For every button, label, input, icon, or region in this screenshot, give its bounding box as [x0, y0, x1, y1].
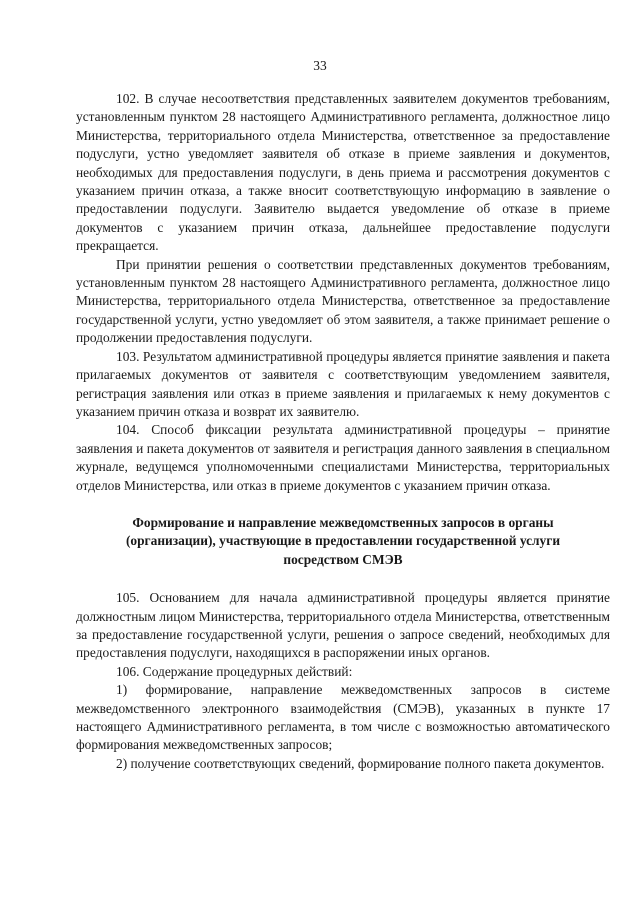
paragraph-106-item-2: 2) получение соответствующих сведений, формирование полного пакета документов.: [116, 755, 605, 771]
paragraph-106-item-1: 1) формирование, направление межведомственных запросов в системе межведомственного электронного взаимодействия (СМЭВ), указанных в пункте 17 настоящего Административного регламента, в том числе с возможностью автоматического формирования межведомственных запросов;: [76, 682, 610, 753]
section-heading: [76, 514, 610, 569]
document-body: [76, 90, 610, 773]
paragraph-106: 106. Содержание процедурных действий:: [116, 663, 353, 679]
paragraph-105: 105. Основанием для начала административной процедуры является принятие должностным лицом Министерства, территориального отдела Министерства, ответственным за предоставление государственной услуги, решения о запросе сведений, необходимых для предоставления подуслуги, находящихся в распоряжении иных органов.: [76, 590, 610, 661]
section-heading-line-3: посредством СМЭВ: [283, 551, 403, 567]
paragraph-102: 102. В случае несоответствия представленных заявителем документов требованиям, установленным пунктом 28 настоящего Административного регламента, должностное лицо Министерства, территориального отдела Министерства, ответственное за предоставление подуслуги, устно уведомляет заявителя об отказе в приеме заявления и документов, необходимых для предоставления подуслуги, в день приема и рассмотрения документов с указанием причин отказа, а также вносит соответствующую информацию в заявление о предоставлении подуслуги. Заявителю выдается уведомление об отказе в приеме документов с указанием причин отказа, дальнейшее предоставление подуслуги прекращается.: [76, 91, 610, 254]
paragraph-103: 103. Результатом административной процедуры является принятие заявления и пакета прилагаемых документов от заявителя с соответствующим уведомлением заявителя, регистрация заявления или отказ в приеме заявления и прилагаемых к нему документов с указанием причин отказа и возврат их заявителю.: [76, 348, 610, 419]
section-heading-line-1: Формирование и направление межведомственных запросов в органы: [132, 514, 554, 530]
section-heading-line-2: (организации), участвующие в предоставлении государственной услуги: [125, 533, 561, 549]
paragraph-104: 104. Способ фиксации результата административной процедуры – принятие заявления и пакета документов от заявителя и регистрация данного заявления в специальном журнале, ведущемся уполномоченными специалистами Министерства, территориальных отделов Министерства, или отказ в приеме документов с указанием причин отказа.: [76, 422, 610, 493]
page-number: 33: [313, 58, 327, 73]
paragraph-102-continued: При принятии решения о соответствии представленных документов требованиям, установленным пунктом 28 настоящего Административного регламента, должностное лицо Министерства, территориального отдела Министерства, ответственное за предоставление государственной услуги, устно уведомляет об этом заявителя, а также принимает решение о продолжении предоставления подуслуги.: [76, 256, 610, 346]
